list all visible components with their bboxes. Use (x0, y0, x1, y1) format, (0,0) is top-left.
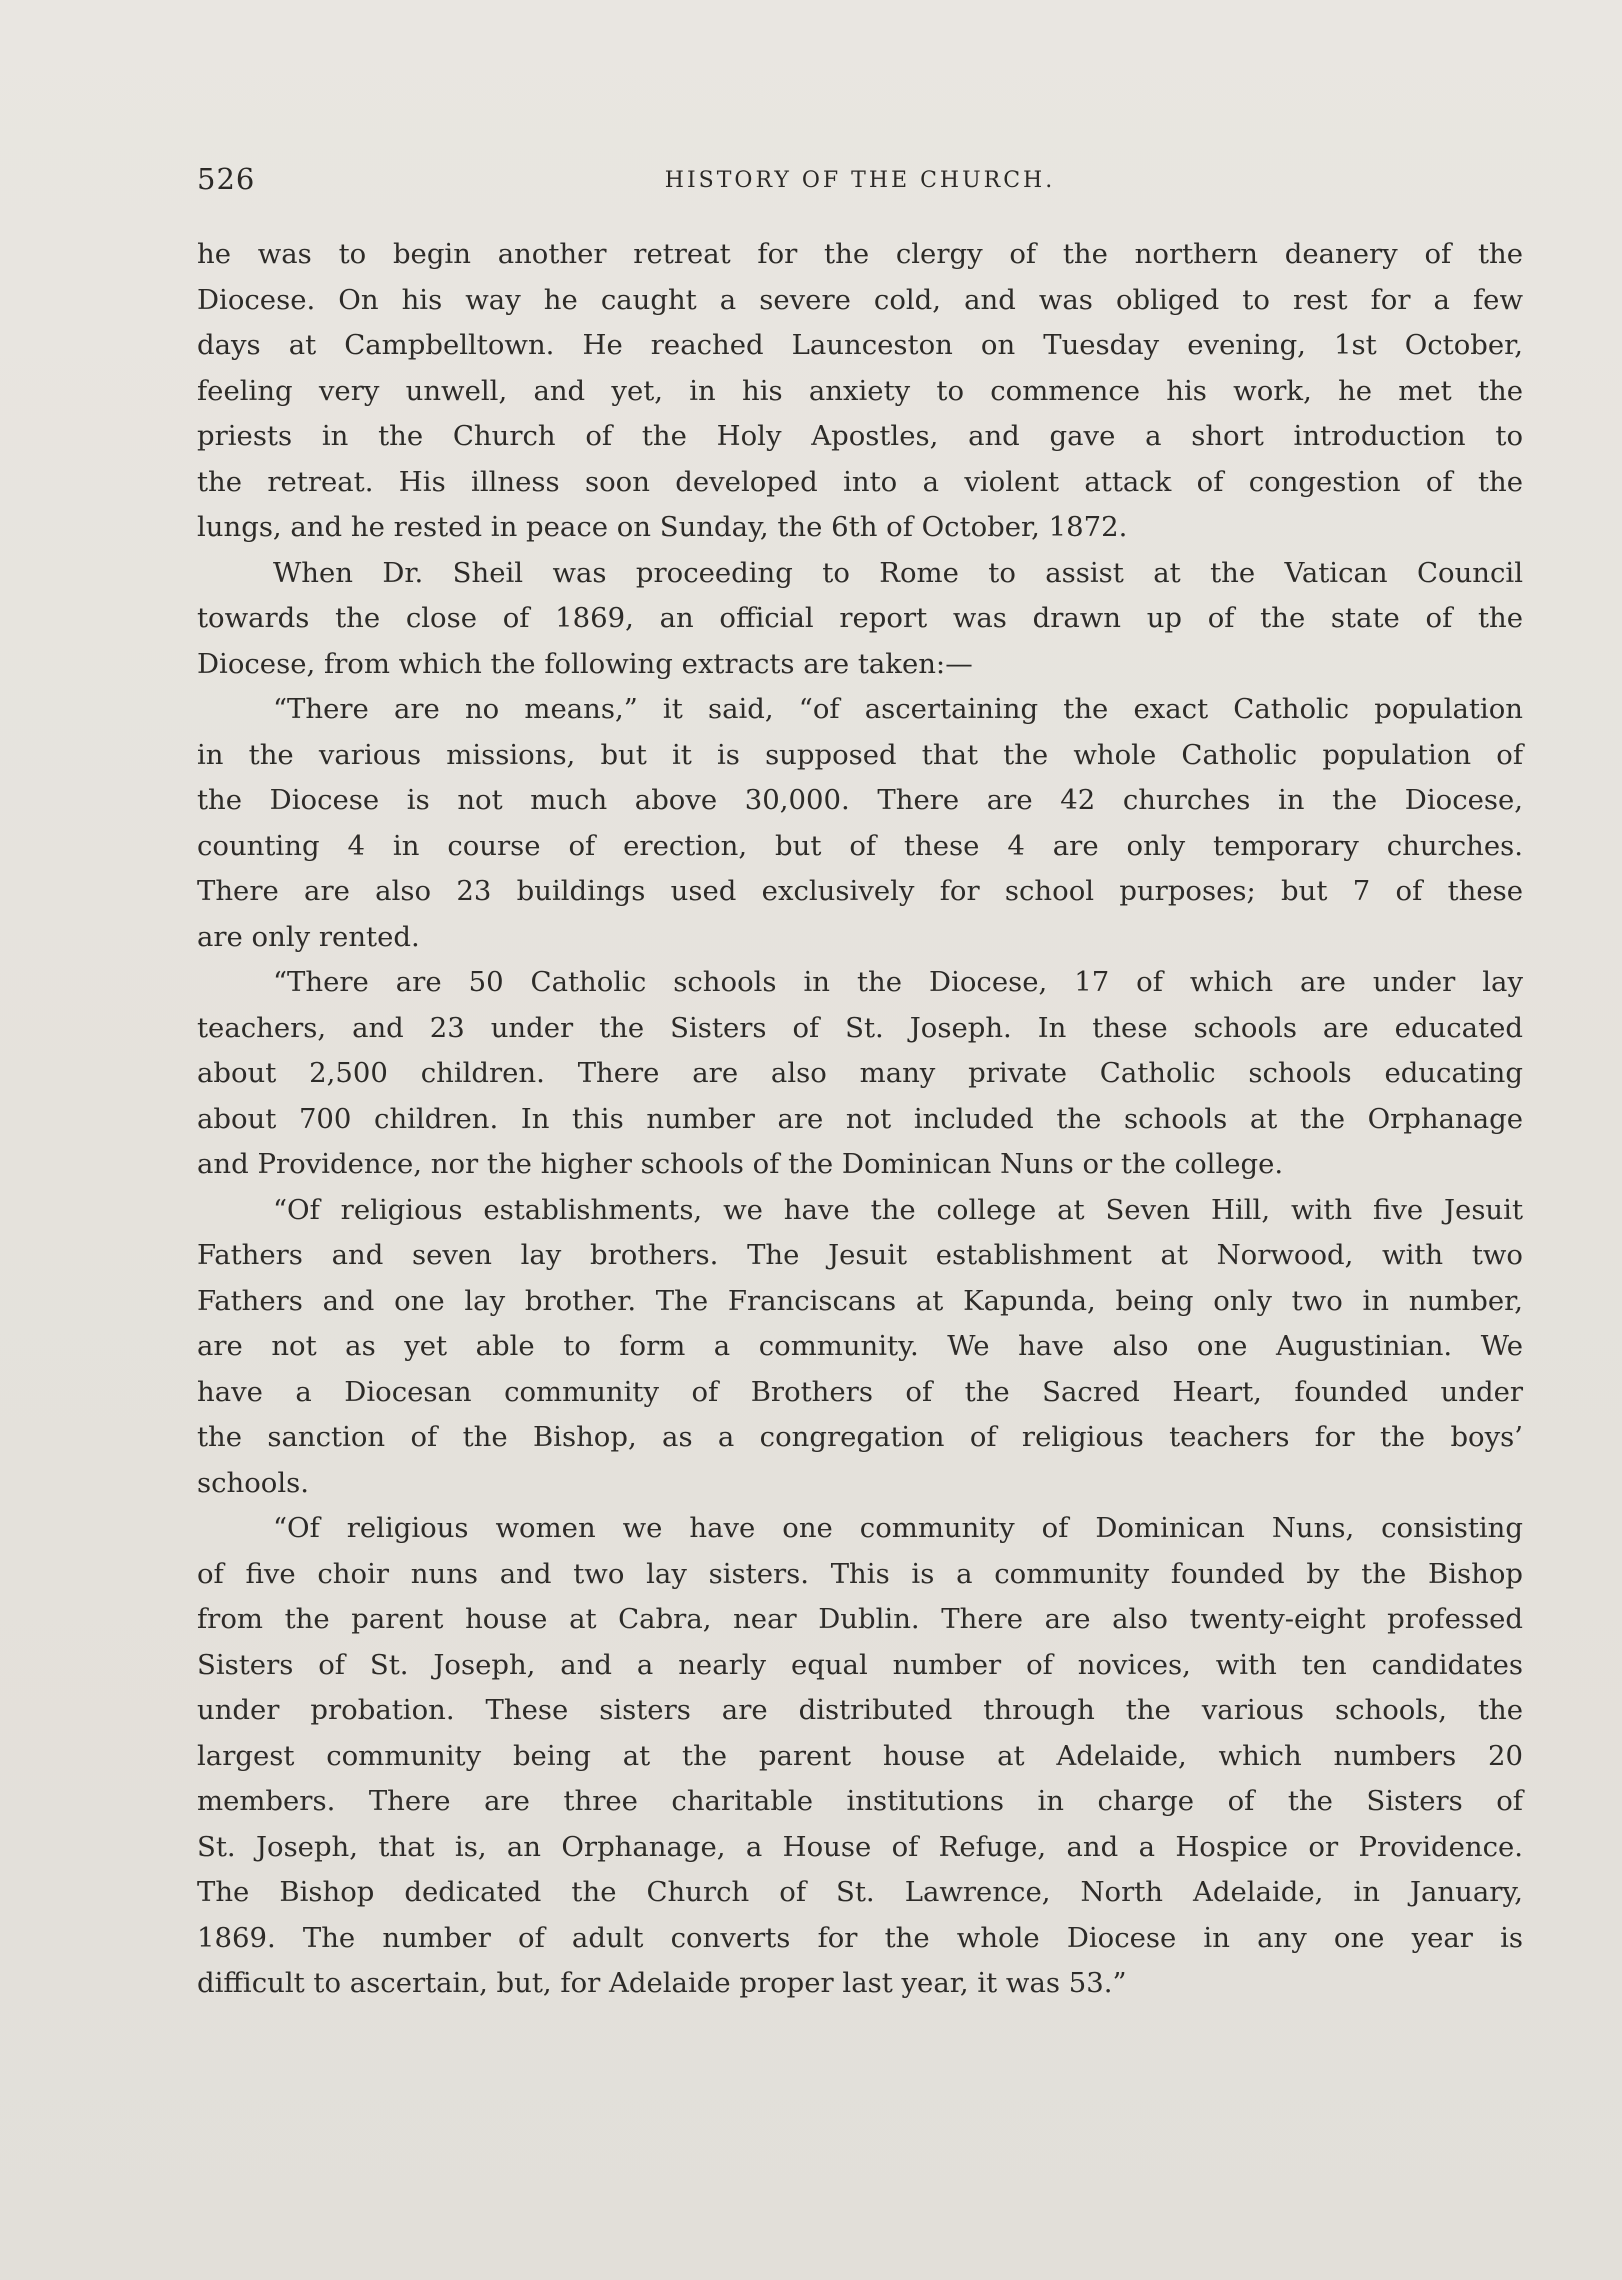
paragraph-line (197, 1916, 1523, 1962)
paragraph (197, 232, 1523, 278)
paragraph-line (197, 1734, 1523, 1780)
paragraph-line (197, 323, 1523, 369)
text-line: Sisters of St. Joseph, and a nearly equal number of novices, with ten candidates (197, 1648, 1523, 1681)
text-line: are only rented. (197, 920, 420, 953)
text-line: teachers, and 23 under the Sisters of St. Joseph. In these schools are educated (197, 1011, 1523, 1044)
paragraph-line (197, 460, 1523, 506)
text-line: under probation. These sisters are distributed through the various schools, the (197, 1694, 1523, 1726)
text-line: priests in the Church of the Holy Apostles, and gave a short introduction to (197, 420, 1523, 452)
page-header (197, 160, 1523, 200)
text-line: and Providence, nor the higher schools of the Dominican Nuns or the college. (197, 1148, 1284, 1180)
paragraph (197, 551, 1523, 597)
paragraph (197, 687, 1523, 733)
text-line: Diocese, from which the following extracts are taken:— (197, 647, 973, 680)
body-text (197, 232, 1523, 2007)
text-line: in the various missions, but it is supposed that the whole Catholic population of (197, 738, 1523, 771)
text-line: towards the close of 1869, an official report was drawn up of the state of the (197, 602, 1523, 634)
paragraph-line (197, 369, 1523, 415)
paragraph-line (197, 1142, 1523, 1188)
paragraph-line (197, 1597, 1523, 1643)
text-line: about 700 children. In this number are not included the schools at the Orphanage (197, 1102, 1523, 1135)
paragraph (197, 1506, 1523, 1552)
text-line: Diocese. On his way he caught a severe cold, and was obliged to rest for a few (197, 283, 1523, 316)
text-line: are not as yet able to form a community. We have also one Augustinian. We (197, 1330, 1523, 1362)
text-line: Fathers and one lay brother. The Franciscans at Kapunda, being only two in number, (197, 1284, 1523, 1317)
paragraph-line (197, 1461, 1523, 1507)
text-line: the Diocese is not much above 30,000. There are 42 churches in the Diocese, (197, 784, 1523, 816)
paragraph (197, 960, 1523, 1006)
page-number: 526 (197, 162, 256, 196)
text-line: 1869. The number of adult converts for the whole Diocese in any one year is (197, 1921, 1523, 1954)
paragraph-line (197, 733, 1523, 779)
text-line: Fathers and seven lay brothers. The Jesuit establishment at Norwood, with two (197, 1239, 1523, 1271)
paragraph-line (197, 505, 1523, 551)
paragraph-line (197, 915, 1523, 961)
paragraph-line (197, 1370, 1523, 1416)
paragraph-line (197, 1961, 1523, 2007)
paragraph-line (197, 1324, 1523, 1370)
text-line: of five choir nuns and two lay sisters. This is a community founded by the Bishop (197, 1557, 1523, 1590)
text-line: days at Campbelltown. He reached Launceston on Tuesday evening, 1st October, (197, 329, 1523, 361)
text-line: largest community being at the parent house at Adelaide, which numbers 20 (197, 1739, 1523, 1772)
text-line: feeling very unwell, and yet, in his anxiety to commence his work, he met the (197, 374, 1523, 407)
paragraph-line (197, 1870, 1523, 1916)
paragraph-line (197, 414, 1523, 460)
text-line: members. There are three charitable institutions in charge of the Sisters of (197, 1785, 1523, 1817)
text-line: “Of religious women we have one community of Dominican Nuns, consisting (273, 1512, 1523, 1544)
text-line: The Bishop dedicated the Church of St. Lawrence, North Adelaide, in January, (197, 1876, 1523, 1908)
paragraph (197, 1188, 1523, 1234)
text-line: schools. (197, 1466, 309, 1499)
text-line: have a Diocesan community of Brothers of the Sacred Heart, founded under (197, 1375, 1523, 1408)
text-line: St. Joseph, that is, an Orphanage, a House of Refuge, and a Hospice or Providence. (197, 1830, 1523, 1863)
text-line: “There are 50 Catholic schools in the Diocese, 17 of which are under lay (273, 966, 1523, 998)
text-line: difficult to ascertain, but, for Adelaide proper last year, it was 53.” (197, 1967, 1127, 1999)
paragraph-line (197, 778, 1523, 824)
paragraph-line (197, 1552, 1523, 1598)
paragraph-line (197, 1415, 1523, 1461)
text-line: the sanction of the Bishop, as a congregation of religious teachers for the boys’ (197, 1421, 1523, 1453)
paragraph-line (197, 596, 1523, 642)
paragraph-line (197, 1006, 1523, 1052)
text-line: he was to begin another retreat for the clergy of the northern deanery of the (197, 238, 1523, 270)
paragraph-line (197, 869, 1523, 915)
paragraph-line (197, 1233, 1523, 1279)
paragraph-line (197, 1051, 1523, 1097)
paragraph-line (197, 1097, 1523, 1143)
paragraph-line (197, 1779, 1523, 1825)
text-line: When Dr. Sheil was proceeding to Rome to assist at the Vatican Council (273, 556, 1523, 589)
running-head: HISTORY OF THE CHURCH. (664, 168, 1056, 193)
text-line: “Of religious establishments, we have the college at Seven Hill, with five Jesuit (273, 1193, 1523, 1226)
paragraph-line (197, 1643, 1523, 1689)
paragraph-line (197, 278, 1523, 324)
paragraph-line (197, 1825, 1523, 1871)
paragraph-line (197, 642, 1523, 688)
paragraph-line (197, 1279, 1523, 1325)
text-line: the retreat. His illness soon developed into a violent attack of congestion of the (197, 465, 1523, 498)
text-line: lungs, and he rested in peace on Sunday, the 6th of October, 1872. (197, 511, 1128, 543)
paragraph-line (197, 1688, 1523, 1734)
paragraph-line (197, 824, 1523, 870)
text-line: There are also 23 buildings used exclusively for school purposes; but 7 of these (197, 875, 1523, 907)
text-line: from the parent house at Cabra, near Dublin. There are also twenty-eight professed (197, 1603, 1523, 1635)
text-line: counting 4 in course of erection, but of these 4 are only temporary churches. (197, 829, 1523, 862)
text-line: about 2,500 children. There are also many private Catholic schools educating (197, 1057, 1523, 1089)
text-line: “There are no means,” it said, “of ascertaining the exact Catholic population (273, 693, 1523, 725)
